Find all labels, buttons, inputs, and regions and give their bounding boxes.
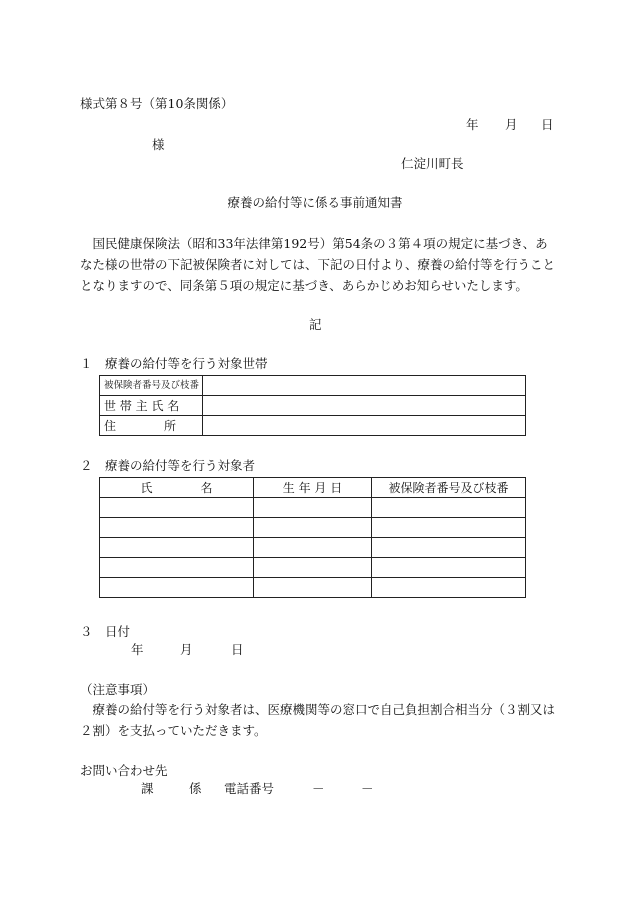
table-cell[interactable] xyxy=(254,578,372,598)
date-month: 月 xyxy=(505,117,518,132)
table-row xyxy=(100,578,526,598)
table-cell[interactable] xyxy=(100,498,254,518)
section3-month: 月 xyxy=(180,642,193,657)
table-cell[interactable] xyxy=(254,518,372,538)
contact-ka: 課 xyxy=(141,781,154,796)
column-header: 生 年 月 日 xyxy=(254,478,372,498)
section3-day: 日 xyxy=(231,642,244,657)
table-cell[interactable] xyxy=(100,578,254,598)
table-row xyxy=(100,518,526,538)
table-cell[interactable] xyxy=(100,538,254,558)
contact-dash-2: － xyxy=(361,781,374,796)
column-header: 被保険者番号及び枝番 xyxy=(372,478,526,498)
table-cell[interactable] xyxy=(372,538,526,558)
table-label: 世 帯 主 氏 名 xyxy=(100,396,203,416)
table-value-field[interactable] xyxy=(203,416,526,436)
table-value-field[interactable] xyxy=(203,376,526,396)
column-header: 氏 名 xyxy=(100,478,254,498)
table-cell[interactable] xyxy=(254,558,372,578)
contact-kakari: 係 xyxy=(189,781,202,796)
notice-text: 療養の給付等を行う対象者は、医療機関等の窓口で自己負担割合相当分（３割又は２割）を支払っていただきます。 xyxy=(80,702,556,738)
subjects-table xyxy=(99,477,526,598)
table-label: 被保険者番号及び枝番 xyxy=(100,376,203,396)
table-cell[interactable] xyxy=(372,578,526,598)
table-header-row xyxy=(100,478,526,498)
section3-heading: ３ 日付 xyxy=(80,624,131,639)
table-label: 住 所 xyxy=(100,416,203,436)
addressee-suffix: 様 xyxy=(152,137,165,152)
section2-heading: ２ 療養の給付等を行う対象者 xyxy=(80,458,256,473)
table-cell[interactable] xyxy=(254,538,372,558)
table-cell[interactable] xyxy=(372,498,526,518)
contact-phone-label: 電話番号 xyxy=(224,781,275,796)
table-cell[interactable] xyxy=(100,558,254,578)
section1-heading: １ 療養の給付等を行う対象世帯 xyxy=(80,356,268,371)
table-value-field[interactable] xyxy=(203,396,526,416)
date-day: 日 xyxy=(541,117,554,132)
household-table xyxy=(99,375,526,436)
table-cell[interactable] xyxy=(100,518,254,538)
table-cell[interactable] xyxy=(372,558,526,578)
contact-dash-1: － xyxy=(312,781,325,796)
table-row xyxy=(100,538,526,558)
table-cell[interactable] xyxy=(372,518,526,538)
issuer: 仁淀川町長 xyxy=(401,156,464,171)
notice-heading: （注意事項） xyxy=(80,682,156,697)
table-row xyxy=(100,416,526,436)
document-title: 療養の給付等に係る事前通知書 xyxy=(227,195,403,210)
section3-year: 年 xyxy=(131,642,144,657)
body-text: 国民健康保険法（昭和33年法律第192号）第54条の３第４項の規定に基づき、あなた様の世帯の下記被保険者に対しては、下記の日付より、療養の給付等を行うこととなりますので、同条第５項の規定に基づき、あらかじめお知らせいたします。 xyxy=(80,236,556,293)
table-row xyxy=(100,396,526,416)
table-row xyxy=(100,558,526,578)
form-number: 様式第８号（第10条関係） xyxy=(80,96,234,111)
contact-heading: お問い合わせ先 xyxy=(80,763,168,778)
date-year: 年 xyxy=(466,117,479,132)
table-row xyxy=(100,376,526,396)
table-cell[interactable] xyxy=(254,498,372,518)
ki-label: 記 xyxy=(309,317,322,332)
table-row xyxy=(100,498,526,518)
